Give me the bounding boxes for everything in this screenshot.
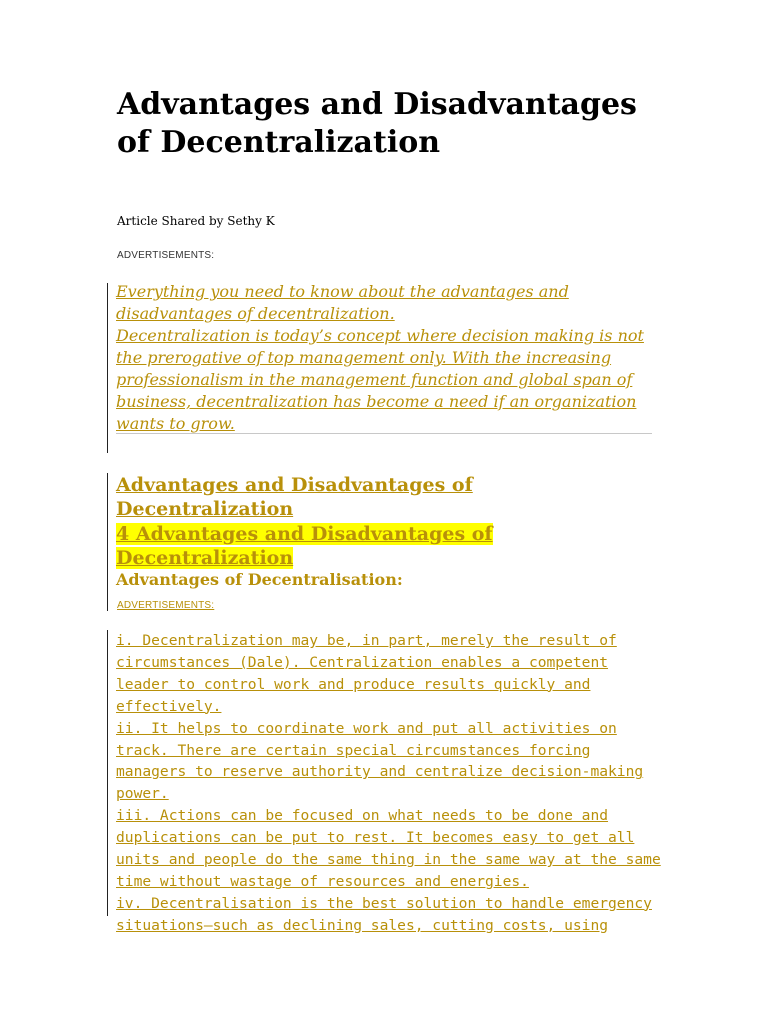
list-left-rule xyxy=(107,630,108,916)
list-item[interactable]: iv. Decentralisation is the best solution to handle emergency situations—such as declining sales, cutting costs, using xyxy=(116,894,652,934)
toc-heading-link[interactable]: Advantages and Disadvantages of Decentralization xyxy=(116,474,473,520)
intro-line[interactable]: Decentralization is today’s concept where decision making is not the prerogative of top management only. With the increasing professionalism in the management function and global span of business, decentralization has become a need if an organization wants to grow. xyxy=(116,326,644,433)
toc-left-rule xyxy=(107,473,108,611)
article-title: Advantages and Disadvantages of Decentralization xyxy=(117,87,637,160)
intro-line[interactable]: Everything you need to know about the advantages and disadvantages of decentralization. xyxy=(116,282,569,323)
quote-left-rule xyxy=(107,283,108,453)
list-item[interactable]: i. Decentralization may be, in part, merely the result of circumstances (Dale). Centralization enables a competent leader to control work and produce results quickly and effectively. xyxy=(116,632,617,715)
list-item[interactable]: ii. It helps to coordinate work and put all activities on track. There are certain special circumstances forcing managers to reserve authority and centralize decision-making power. xyxy=(116,719,644,803)
advertisements-label: ADVERTISEMENTS: xyxy=(117,250,215,261)
intro-quote[interactable] xyxy=(116,281,661,435)
quote-divider xyxy=(116,433,652,434)
section-heading: Advantages of Decentralisation: xyxy=(116,570,403,589)
highlighted-heading-link[interactable] xyxy=(116,522,656,570)
highlighted-heading-text[interactable]: 4 Advantages and Disadvantages of Decentralization xyxy=(116,523,493,569)
advantages-list xyxy=(116,630,661,937)
list-item[interactable]: iii. Actions can be focused on what needs to be done and duplications can be put to rest. It becomes easy to get all units and people do the same thing in the same way at the same time without wastage of resources and energies. xyxy=(116,807,661,890)
advertisements-link[interactable]: ADVERTISEMENTS: xyxy=(117,600,215,611)
article-byline: Article Shared by Sethy K xyxy=(117,214,275,228)
